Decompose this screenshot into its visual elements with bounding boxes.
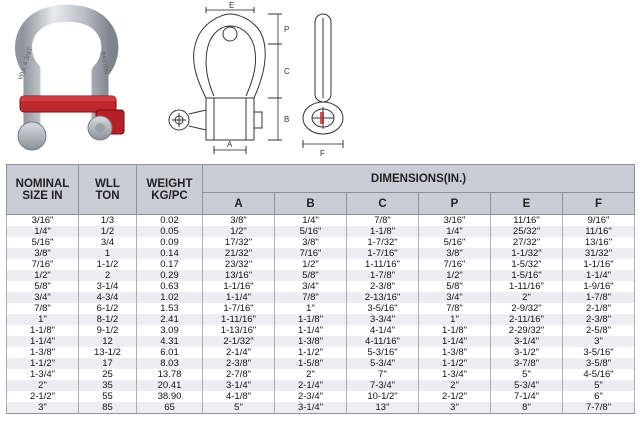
cell-b: 1-1/4": [275, 325, 347, 336]
cell-f: 2-3/8": [563, 314, 635, 325]
cell-e: 7-1/4": [491, 391, 563, 402]
cell-a: 3-1/4": [203, 380, 275, 391]
cell-b: 1-5/8": [275, 358, 347, 369]
table-row: [7, 347, 635, 358]
cell-nominal-size: 3/16": [7, 215, 79, 227]
cell-c: 5-3/4": [347, 358, 419, 369]
table-row: [7, 248, 635, 259]
shackle-photo: [17, 13, 124, 150]
cell-e: 1-5/16": [491, 270, 563, 281]
table-row: [7, 380, 635, 391]
cell-e: 2-29/32": [491, 325, 563, 336]
cell-c: 7": [347, 369, 419, 380]
cell-e: 27/32": [491, 237, 563, 248]
cell-a: 2-1/32": [203, 336, 275, 347]
cell-p: 5/16": [419, 237, 491, 248]
cell-f: 1-1/16": [563, 259, 635, 270]
cell-f: 3-5/16": [563, 347, 635, 358]
cell-p: 1-1/2": [419, 358, 491, 369]
cell-weight: 8.03: [137, 358, 203, 369]
cell-p: 3/16": [419, 215, 491, 227]
cell-weight: 0.63: [137, 281, 203, 292]
cell-p: 3": [419, 402, 491, 414]
cell-weight: 0.29: [137, 270, 203, 281]
header-col-a: A: [203, 193, 275, 215]
cell-wll: 1/2: [79, 226, 137, 237]
shackle-dimensions-table: [6, 164, 635, 414]
table-row: [7, 226, 635, 237]
header-col-b: B: [275, 193, 347, 215]
cell-c: 2-3/8": [347, 281, 419, 292]
cell-wll: 8-1/2: [79, 314, 137, 325]
cell-nominal-size: 1-1/8": [7, 325, 79, 336]
cell-e: 25/32": [491, 226, 563, 237]
cell-nominal-size: 3/4": [7, 292, 79, 303]
cell-c: 1-7/32": [347, 237, 419, 248]
cell-a: 4-1/8": [203, 391, 275, 402]
cell-e: 1-11/16": [491, 281, 563, 292]
cell-e: 3-1/2": [491, 347, 563, 358]
cell-nominal-size: 2": [7, 380, 79, 391]
cell-f: 6": [563, 391, 635, 402]
cell-c: 10-1/2": [347, 391, 419, 402]
cell-b: 1-3/8": [275, 336, 347, 347]
cell-a: 5": [203, 402, 275, 414]
cell-nominal-size: 2-1/2": [7, 391, 79, 402]
cell-b: 5/8": [275, 270, 347, 281]
cell-f: 31/32": [563, 248, 635, 259]
cell-f: 1-1/4": [563, 270, 635, 281]
cell-p: 1-3/8": [419, 347, 491, 358]
cell-weight: 0.09: [137, 237, 203, 248]
table-body: [7, 215, 635, 414]
cell-weight: 1.53: [137, 303, 203, 314]
cell-nominal-size: 1-1/4": [7, 336, 79, 347]
cell-nominal-size: 1": [7, 314, 79, 325]
cell-c: 7-3/4": [347, 380, 419, 391]
table-row: [7, 358, 635, 369]
cell-wll: 3-1/4: [79, 281, 137, 292]
cell-wll: 6-1/2: [79, 303, 137, 314]
cell-nominal-size: 3": [7, 402, 79, 414]
cell-p: 1/4": [419, 226, 491, 237]
front-view-drawing: [169, 7, 282, 154]
table-row: [7, 314, 635, 325]
dim-label-c: C: [284, 67, 290, 76]
shackle-illustrations: [0, 0, 640, 162]
cell-p: 7/16": [419, 259, 491, 270]
cell-a: 1-7/16": [203, 303, 275, 314]
cell-nominal-size: 5/16": [7, 237, 79, 248]
cell-f: 1-7/8": [563, 292, 635, 303]
cell-c: 5-3/16": [347, 347, 419, 358]
cell-e: 5": [491, 369, 563, 380]
cell-a: 3/8": [203, 215, 275, 227]
cell-p: 1-1/4": [419, 336, 491, 347]
cell-b: 3-1/4": [275, 402, 347, 414]
cell-f: 11/16": [563, 226, 635, 237]
cell-e: 3-1/4": [491, 336, 563, 347]
cell-f: 5": [563, 380, 635, 391]
cell-e: 5-3/4": [491, 380, 563, 391]
cell-b: 1/2": [275, 259, 347, 270]
cell-e: 3-7/8": [491, 358, 563, 369]
cell-f: 2-1/8": [563, 303, 635, 314]
cell-b: 7/16": [275, 248, 347, 259]
cell-e: 11/16": [491, 215, 563, 227]
cell-c: 13": [347, 402, 419, 414]
cell-e: 2-11/16": [491, 314, 563, 325]
cell-weight: 0.17: [137, 259, 203, 270]
table-row: [7, 402, 635, 414]
cell-f: 9/16": [563, 215, 635, 227]
cell-p: 5/8": [419, 281, 491, 292]
cell-f: 2-5/8": [563, 325, 635, 336]
cell-b: 2": [275, 369, 347, 380]
cell-weight: 38.90: [137, 391, 203, 402]
cell-p: 2-1/2": [419, 391, 491, 402]
table-row: [7, 391, 635, 402]
header-col-p: P: [419, 193, 491, 215]
header-col-e: E: [491, 193, 563, 215]
cell-f: 7-7/8": [563, 402, 635, 414]
cell-b: 1": [275, 303, 347, 314]
table-row: [7, 237, 635, 248]
cell-f: 13/16": [563, 237, 635, 248]
cell-b: 5/16": [275, 226, 347, 237]
cell-p: 1-1/8": [419, 325, 491, 336]
cell-weight: 4.31: [137, 336, 203, 347]
cell-weight: 13.78: [137, 369, 203, 380]
cell-e: 2-9/32": [491, 303, 563, 314]
cell-wll: 55: [79, 391, 137, 402]
cell-nominal-size: 7/8": [7, 303, 79, 314]
cell-c: 2-13/16": [347, 292, 419, 303]
cell-p: 1": [419, 314, 491, 325]
dim-label-e: E: [229, 1, 235, 10]
cell-b: 2-3/4": [275, 391, 347, 402]
cell-weight: 0.02: [137, 215, 203, 227]
cell-b: 1-1/2": [275, 347, 347, 358]
table-row: [7, 281, 635, 292]
table-row: [7, 303, 635, 314]
cell-nominal-size: 1-3/4": [7, 369, 79, 380]
cell-c: 1-7/8": [347, 270, 419, 281]
cell-p: 3/8": [419, 248, 491, 259]
header-weight: WEIGHT KG/PC: [137, 165, 203, 215]
cell-a: 1-1/16": [203, 281, 275, 292]
cell-weight: 65: [137, 402, 203, 414]
cell-weight: 1.02: [137, 292, 203, 303]
cell-p: 1/2": [419, 270, 491, 281]
cell-b: 7/8": [275, 292, 347, 303]
cell-wll: 9-1/2: [79, 325, 137, 336]
table-row: [7, 259, 635, 270]
cell-a: 2-3/8": [203, 358, 275, 369]
cell-c: 1-11/16": [347, 259, 419, 270]
cell-weight: 6.01: [137, 347, 203, 358]
cell-b: 3/4": [275, 281, 347, 292]
header-dimensions: DIMENSIONS(IN.): [203, 165, 635, 193]
cell-nominal-size: 1-3/8": [7, 347, 79, 358]
cell-p: 7/8": [419, 303, 491, 314]
cell-a: 1-13/16": [203, 325, 275, 336]
cell-wll: 85: [79, 402, 137, 414]
cell-a: 21/32": [203, 248, 275, 259]
dimensions-table-wrapper: [6, 164, 634, 414]
cell-b: 3/8": [275, 237, 347, 248]
cell-p: 2": [419, 380, 491, 391]
cell-f: 3-5/8": [563, 358, 635, 369]
cell-p: 3/4": [419, 292, 491, 303]
cell-c: 3-3/4": [347, 314, 419, 325]
cell-b: 1/4": [275, 215, 347, 227]
cell-c: 4-11/16": [347, 336, 419, 347]
cell-nominal-size: 7/16": [7, 259, 79, 270]
cell-a: 1/2": [203, 226, 275, 237]
cell-a: 1-11/16": [203, 314, 275, 325]
cell-weight: 0.05: [137, 226, 203, 237]
cell-a: 13/16": [203, 270, 275, 281]
cell-a: 1-1/4": [203, 292, 275, 303]
side-view-drawing: [303, 14, 343, 148]
table-row: [7, 292, 635, 303]
cell-nominal-size: 5/8": [7, 281, 79, 292]
table-row: [7, 325, 635, 336]
cell-f: 1-9/16": [563, 281, 635, 292]
cell-c: 4-1/4": [347, 325, 419, 336]
table-row: [7, 270, 635, 281]
svg-text:WLL 4 3/4T: WLL 4 3/4T: [17, 46, 35, 81]
cell-wll: 35: [79, 380, 137, 391]
cell-wll: 1-1/2: [79, 259, 137, 270]
cell-c: 3-5/16": [347, 303, 419, 314]
cell-wll: 1: [79, 248, 137, 259]
svg-text:RASTON: RASTON: [99, 51, 109, 75]
cell-p: 1-3/4": [419, 369, 491, 380]
cell-nominal-size: 1-1/2": [7, 358, 79, 369]
cell-c: 7/8": [347, 215, 419, 227]
dim-label-a: A: [227, 140, 233, 149]
table-row: [7, 336, 635, 347]
cell-e: 8": [491, 402, 563, 414]
dim-label-b: B: [284, 115, 290, 124]
cell-c: 1-1/8": [347, 226, 419, 237]
cell-f: 3": [563, 336, 635, 347]
cell-nominal-size: 3/8": [7, 248, 79, 259]
cell-e: 2": [491, 292, 563, 303]
cell-e: 1-1/32": [491, 248, 563, 259]
dim-label-p: P: [284, 25, 290, 34]
header-col-f: F: [563, 193, 635, 215]
cell-a: 23/32": [203, 259, 275, 270]
header-wll: WLL TON: [79, 165, 137, 215]
cell-wll: 1/3: [79, 215, 137, 227]
cell-wll: 2: [79, 270, 137, 281]
cell-b: 1-1/8": [275, 314, 347, 325]
table-row: [7, 215, 635, 227]
cell-a: 17/32": [203, 237, 275, 248]
dim-label-f: F: [320, 149, 325, 158]
cell-f: 4-5/16": [563, 369, 635, 380]
cell-wll: 13-1/2: [79, 347, 137, 358]
cell-weight: 2.41: [137, 314, 203, 325]
cell-wll: 25: [79, 369, 137, 380]
cell-weight: 20.41: [137, 380, 203, 391]
cell-weight: 0.14: [137, 248, 203, 259]
header-nominal-size: NOMINAL SIZE IN: [7, 165, 79, 215]
header-col-c: C: [347, 193, 419, 215]
table-row: [7, 369, 635, 380]
cell-b: 2-1/4": [275, 380, 347, 391]
cell-a: 2-1/4": [203, 347, 275, 358]
cell-wll: 12: [79, 336, 137, 347]
product-figure: [0, 0, 640, 162]
cell-nominal-size: 1/2": [7, 270, 79, 281]
cell-e: 1-5/32": [491, 259, 563, 270]
cell-a: 2-7/8": [203, 369, 275, 380]
cell-wll: 3/4: [79, 237, 137, 248]
cell-c: 1-7/16": [347, 248, 419, 259]
cell-wll: 4-3/4: [79, 292, 137, 303]
cell-wll: 17: [79, 358, 137, 369]
cell-nominal-size: 1/4": [7, 226, 79, 237]
cell-weight: 3.09: [137, 325, 203, 336]
